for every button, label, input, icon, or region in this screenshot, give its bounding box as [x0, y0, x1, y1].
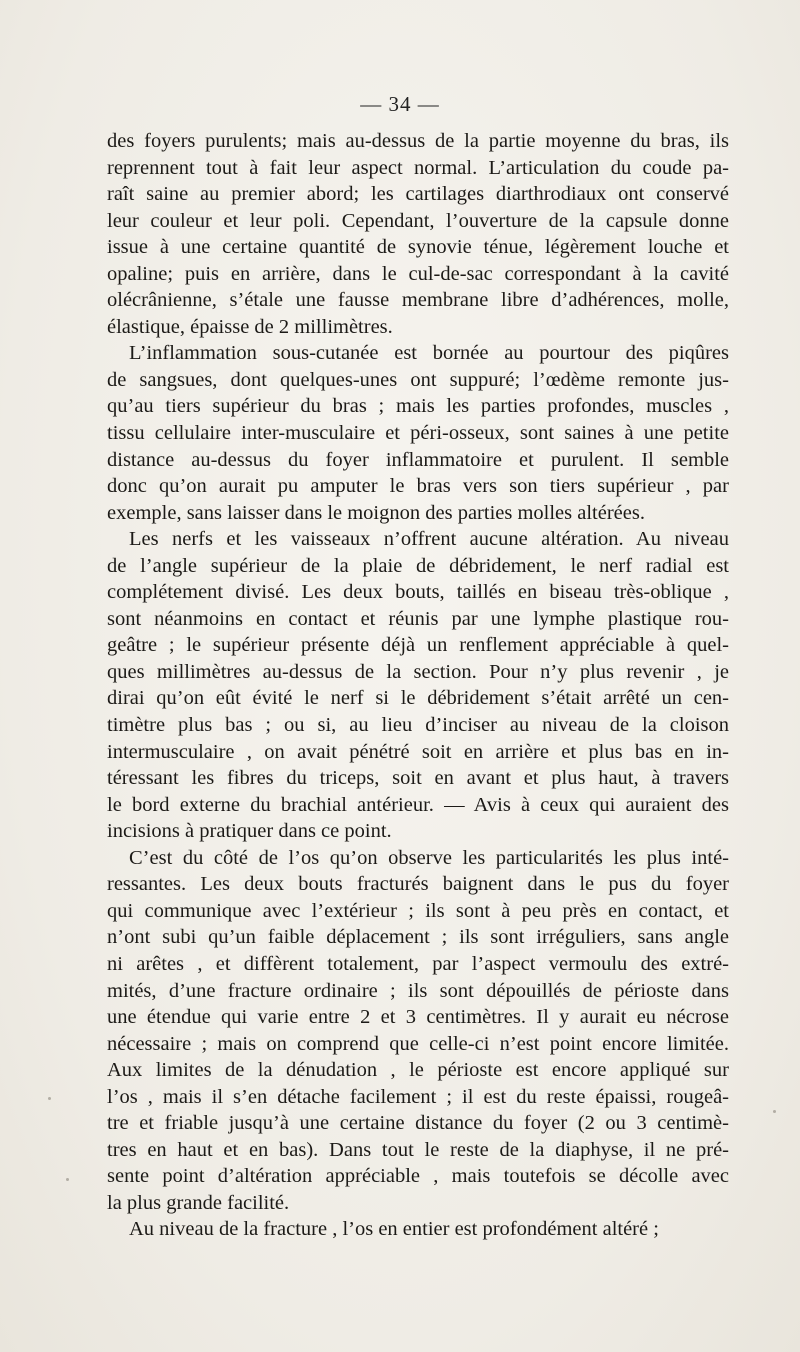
- text-line: la plus grande facilité.: [107, 1191, 290, 1214]
- text-line: sente point d’altération appréciable , mais toutefois se décolle avec: [107, 1165, 729, 1188]
- text-line: Aux limites de la dénudation , le périoste est encore appliqué sur: [107, 1059, 729, 1082]
- page-number: — 34 —: [360, 92, 440, 116]
- paper-speck: [773, 1110, 776, 1113]
- text-line: olécrânienne, s’étale une fausse membrane libre d’adhérences, molle,: [107, 289, 729, 312]
- text-line: opaline; puis en arrière, dans le cul-de-sac correspondant à la cavité: [107, 262, 729, 285]
- text-line: le bord externe du brachial antérieur. — Avis à ceux qui auraient des: [107, 793, 729, 816]
- paragraph: [107, 128, 729, 340]
- text-line: tres en haut et en bas). Dans tout le reste de la diaphyse, il ne pré-: [107, 1138, 729, 1161]
- paragraph: [107, 526, 729, 845]
- text-line: donc qu’on aurait pu amputer le bras vers son tiers supérieur , par: [107, 475, 729, 498]
- text-line: l’os , mais il s’en détache facilement ; il est du reste épaissi, rougeâ-: [107, 1085, 729, 1108]
- text-line: tissu cellulaire inter-musculaire et péri-osseux, sont saines à une petite: [107, 422, 729, 445]
- text-line: nécessaire ; mais on comprend que celle-ci n’est point encore limitée.: [107, 1032, 729, 1055]
- text-line: ni arêtes , et diffèrent totalement, par l’aspect vermoulu des extré-: [107, 952, 729, 975]
- text-line: Les nerfs et les vaisseaux n’offrent aucune altération. Au niveau: [129, 528, 729, 551]
- text-line: de l’angle supérieur de la plaie de débridement, le nerf radial est: [107, 554, 729, 577]
- text-line: incisions à pratiquer dans ce point.: [107, 820, 392, 843]
- text-line: reprennent tout à fait leur aspect normal. L’articulation du coude pa-: [107, 156, 729, 179]
- paper-speck: [66, 1178, 69, 1181]
- text-line: une étendue qui varie entre 2 et 3 centimètres. Il y aurait eu nécrose: [107, 1006, 729, 1029]
- text-line: intermusculaire , on avait pénétré soit en arrière et plus bas en in-: [107, 740, 729, 763]
- text-line: de sangsues, dont quelques-unes ont suppuré; l’œdème remonte jus-: [107, 368, 729, 391]
- text-line: ques millimètres au-dessus de la section. Pour n’y plus revenir , je: [107, 660, 729, 683]
- text-line: exemple, sans laisser dans le moignon des parties molles altérées.: [107, 501, 645, 524]
- paragraph: [107, 340, 729, 526]
- text-line: sont néanmoins en contact et réunis par une lymphe plastique rou-: [107, 607, 729, 630]
- text-line: tre et friable jusqu’à une certaine distance du foyer (2 ou 3 centimè-: [107, 1112, 729, 1135]
- body-text: [107, 128, 729, 1243]
- text-line: ressantes. Les deux bouts fracturés baignent dans le pus du foyer: [107, 873, 729, 896]
- text-line: L’inflammation sous-cutanée est bornée au pourtour des piqûres: [129, 342, 729, 365]
- text-line: C’est du côté de l’os qu’on observe les particularités les plus inté-: [129, 846, 729, 869]
- text-line: issue à une certaine quantité de synovie ténue, légèrement louche et: [107, 236, 729, 259]
- text-line: téressant les fibres du triceps, soit en avant et plus haut, à travers: [107, 767, 729, 790]
- text-line: qui communique avec l’extérieur ; ils sont à peu près en contact, et: [107, 899, 729, 922]
- text-line: mités, d’une fracture ordinaire ; ils sont dépouillés de périoste dans: [107, 979, 729, 1002]
- paper-speck: [48, 1097, 51, 1100]
- text-line: qu’au tiers supérieur du bras ; mais les parties profondes, muscles ,: [107, 395, 729, 418]
- text-line: raît saine au premier abord; les cartilages diarthrodiaux ont conservé: [107, 183, 729, 206]
- text-line: Au niveau de la fracture , l’os en entier est profondément altéré ;: [129, 1218, 659, 1241]
- text-line: des foyers purulents; mais au-dessus de la partie moyenne du bras, ils: [107, 130, 729, 152]
- text-line: leur couleur et leur poli. Cependant, l’ouverture de la capsule donne: [107, 209, 729, 232]
- text-line: distance au-dessus du foyer inflammatoire et purulent. Il semble: [107, 448, 729, 471]
- text-line: dirai qu’on eût évité le nerf si le débridement s’était arrêté un cen-: [107, 687, 729, 710]
- paragraph: [107, 845, 729, 1217]
- text-line: n’ont subi qu’un faible déplacement ; ils sont irréguliers, sans angle: [107, 926, 729, 949]
- text-line: élastique, épaisse de 2 millimètres.: [107, 315, 393, 338]
- text-line: geâtre ; le supérieur présente déjà un renflement appréciable à quel-: [107, 634, 729, 657]
- paragraph: [107, 1216, 729, 1243]
- text-line: complétement divisé. Les deux bouts, taillés en biseau très-oblique ,: [107, 581, 729, 604]
- text-line: timètre plus bas ; ou si, au lieu d’inciser au niveau de la cloison: [107, 714, 729, 737]
